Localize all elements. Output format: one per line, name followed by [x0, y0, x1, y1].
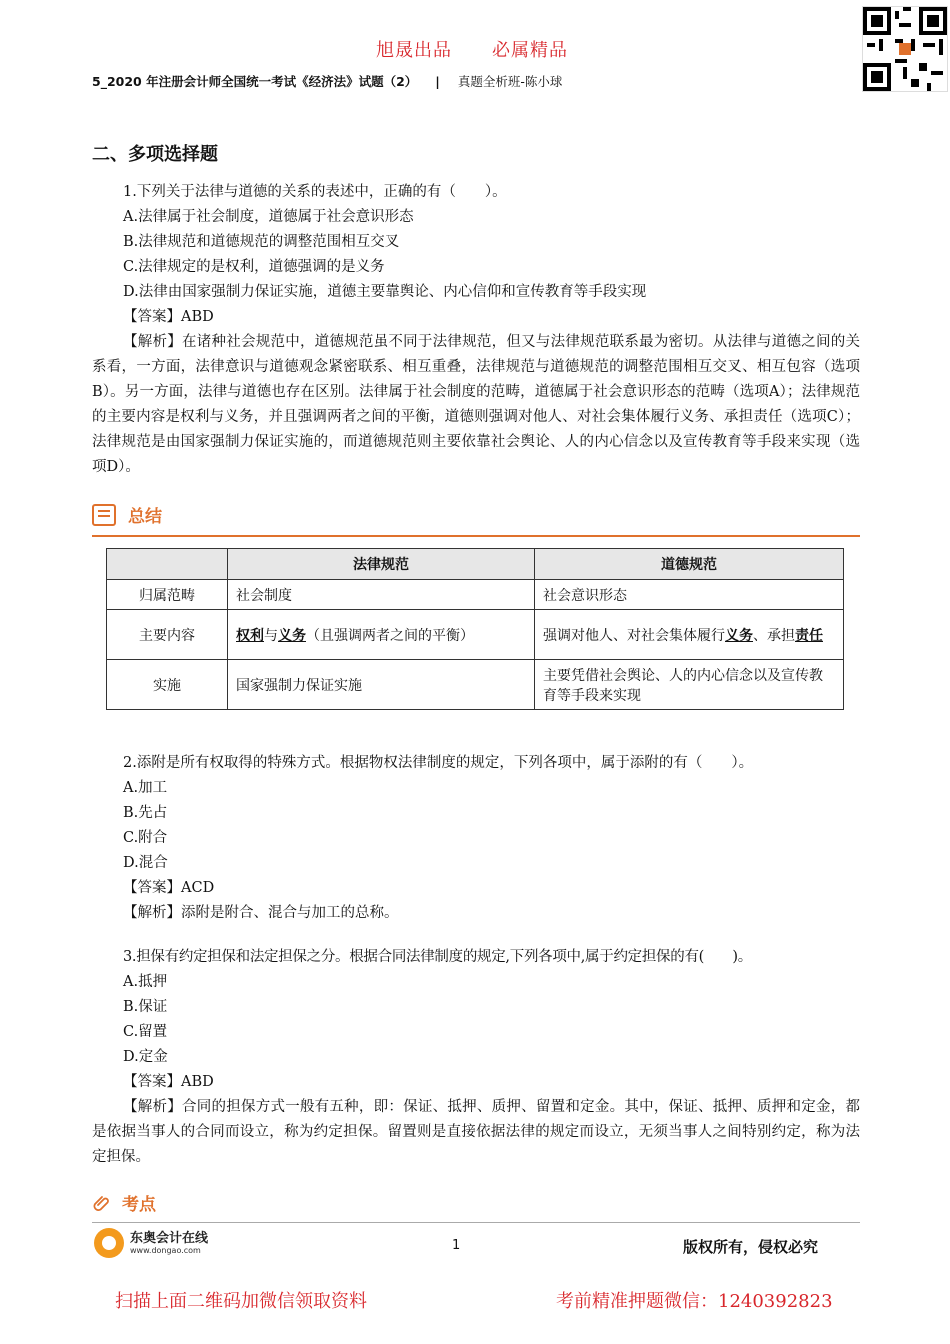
summary-table [106, 548, 844, 710]
banner-right: 必属精品 [492, 40, 568, 61]
connector-text: 与 [264, 627, 278, 644]
row-label: 主要内容 [107, 610, 228, 660]
dongao-logo [94, 1228, 208, 1258]
question-2-option-d: D.混合 [123, 855, 168, 871]
moral-cell [535, 610, 844, 660]
qr-code-icon [862, 6, 948, 92]
keyword-rights: 权利 [236, 627, 264, 644]
law-cell: 国家强制力保证实施 [228, 660, 535, 710]
copyright-notice: 版权所有，侵权必究 [683, 1238, 819, 1256]
law-cell: 社会制度 [228, 580, 535, 610]
keyword-responsibility: 责任 [795, 627, 823, 644]
question-2-analysis: 【解析】添附是附合、混合与加工的总称。 [123, 905, 399, 921]
table-row [107, 660, 844, 710]
banner-left: 旭晟出品 [376, 40, 452, 61]
table-row [107, 580, 844, 610]
header-subtitle: 真题全析班-陈小球 [457, 74, 563, 89]
question-1-option-d: D.法律由国家强制力保证实施，道德主要靠舆论、内心信仰和宣传教育等手段实现 [123, 284, 647, 300]
question-2-stem: 2.添附是所有权取得的特殊方式。根据物权法律制度的规定，下列各项中，属于添附的有（ ）。 [123, 755, 754, 771]
law-note: （且强调两者之间的平衡） [306, 627, 474, 644]
footer-divider [92, 1222, 860, 1223]
moral-cell: 主要凭借社会舆论、人的内心信念以及宣传教育等手段来实现 [535, 660, 844, 710]
question-3-analysis: 【解析】合同的担保方式一般有五种，即：保证、抵押、质押、留置和定金。其中，保证、抵押、质押和定金，都是依据当事人的合同而设立，称为约定担保。留置则是直接依据法律的规定而设立，无须当事人之间特别约定，称为法定担保。 [92, 1099, 860, 1165]
keyword-obligations: 义务 [278, 627, 306, 644]
summary-header [92, 502, 162, 527]
logo-mark-icon [94, 1228, 124, 1258]
law-cell [228, 610, 535, 660]
question-3-answer: 【答案】ABD [123, 1074, 214, 1090]
question-1-analysis: 【解析】在诸种社会规范中，道德规范虽不同于法律规范，但又与法律规范联系最为密切。从法律与道德之间的关系看，一方面，法律意识与道德观念紧密联系、相互重叠，法律规范与道德规范的调整范围相互交叉、相互包容（选项B）。另一方面，法律与道德也存在区别。法律属于社会制度的范畴，道德属于社会意识形态的范畴（选项A）；法律规范的主要内容是权利与义务，并且强调两者之间的平衡，道德则强调对他人、对社会集体履行义务、承担责任（选项C）；法律规范是由国家强制力保证实施的，而道德规范则主要依靠社会舆论、人的内心信念以及宣传教育等手段来实现（选项D）。 [92, 334, 860, 475]
table-header-moral: 道德规范 [535, 549, 844, 580]
question-1-option-a: A.法律属于社会制度，道德属于社会意识形态 [123, 209, 414, 225]
promo-right: 考前精准押题微信：1240392823 [556, 1291, 833, 1312]
question-3-option-b: B.保证 [123, 999, 168, 1015]
moral-cell: 社会意识形态 [535, 580, 844, 610]
question-3-stem: 3.担保有约定担保和法定担保之分。根据合同法律制度的规定,下列各项中,属于约定担保的有( )。 [123, 949, 752, 965]
question-2-option-b: B.先占 [123, 805, 168, 821]
summary-divider [92, 535, 860, 537]
question-1-option-b: B.法律规范和道德规范的调整范围相互交叉 [123, 234, 400, 250]
document-header [92, 72, 562, 90]
question-2-answer: 【答案】ACD [123, 880, 215, 896]
logo-url: www.dongao.com [130, 1246, 201, 1255]
section-title: 二、多项选择题 [92, 144, 218, 165]
question-1-answer: 【答案】ABD [123, 309, 214, 325]
header-separator: | [435, 74, 440, 89]
moral-text: 、承担 [753, 627, 795, 644]
kaodian-title: 考点 [122, 1195, 156, 1215]
logo-name: 东奥会计在线 [130, 1231, 209, 1246]
list-icon [92, 504, 116, 526]
table-row [107, 610, 844, 660]
question-3-option-d: D.定金 [123, 1049, 168, 1065]
table-header-law: 法律规范 [228, 549, 535, 580]
question-2-option-c: C.附合 [123, 830, 168, 846]
table-header-blank [107, 549, 228, 580]
page-number: 1 [452, 1238, 461, 1253]
promo-left: 扫描上面二维码加微信领取资料 [115, 1291, 367, 1312]
moral-text: 强调对他人、对社会集体履行 [543, 627, 725, 644]
question-2-option-a: A.加工 [123, 780, 168, 796]
question-3-option-a: A.抵押 [123, 974, 168, 990]
row-label: 归属范畴 [107, 580, 228, 610]
kaodian-header [92, 1190, 156, 1215]
paperclip-icon [92, 1193, 112, 1213]
question-1-stem: 1.下列关于法律与道德的关系的表述中，正确的有（ ）。 [123, 184, 507, 200]
question-1-option-c: C.法律规定的是权利，道德强调的是义务 [123, 259, 385, 275]
row-label: 实施 [107, 660, 228, 710]
summary-title: 总结 [128, 507, 162, 527]
table-header-row [107, 549, 844, 580]
question-3-option-c: C.留置 [123, 1024, 168, 1040]
header-title: 5_2020 年注册会计师全国统一考试《经济法》试题（2） [92, 74, 418, 89]
keyword-obligations: 义务 [725, 627, 753, 644]
brand-banner [376, 36, 608, 62]
